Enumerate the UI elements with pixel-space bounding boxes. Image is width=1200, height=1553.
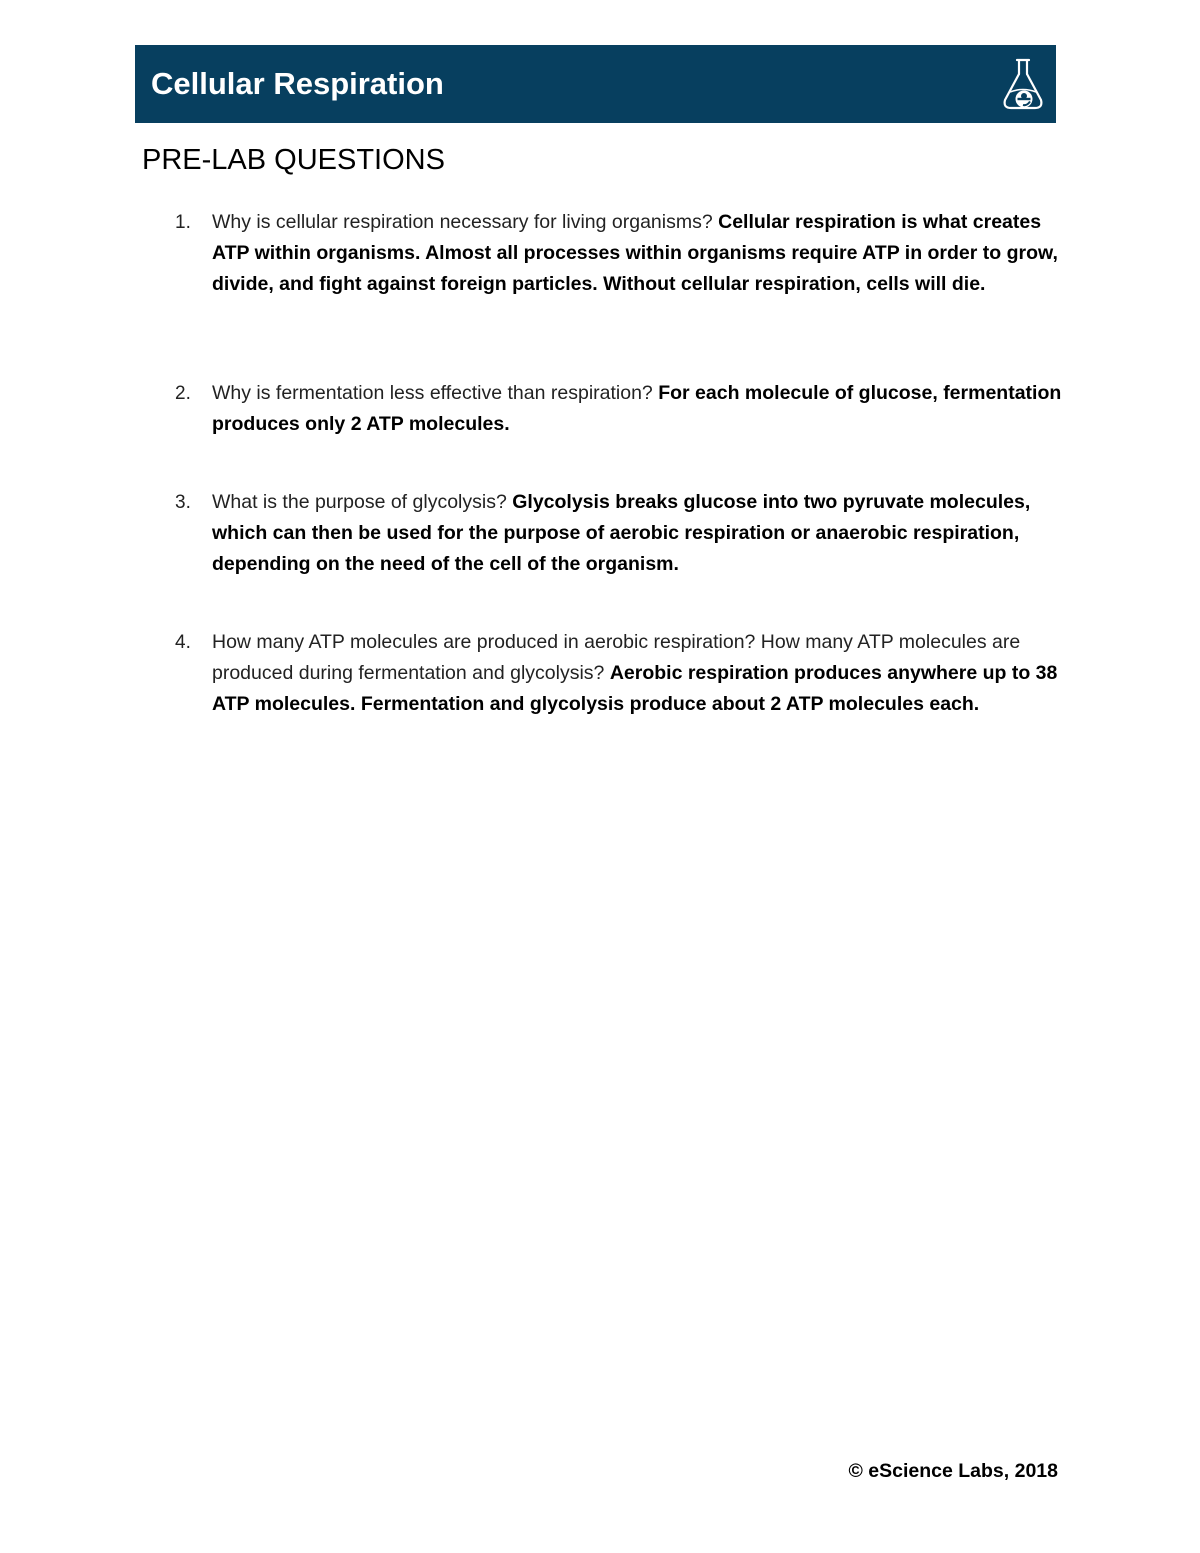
flask-e-logo-icon [1000,54,1046,114]
section-title: PRE-LAB QUESTIONS [142,144,445,176]
question-text: Why is fermentation less effective than respiration? [212,382,653,404]
question-number: 4. [175,632,191,653]
question-text-block [212,207,1062,300]
question-number: 3. [175,492,191,513]
answer-text: For each molecule of glucose, fermentation produces only 2 ATP molecules. [212,382,1062,435]
question-text: Why is cellular respiration necessary for living organisms? [212,211,713,233]
answer-text: Aerobic respiration produces anywhere up to 38 ATP molecules. Fermentation and glycolysis produce about 2 ATP molecules each. [212,662,1058,715]
question-text-block [212,627,1062,720]
question-text: How many ATP molecules are produced in aerobic respiration? How many ATP molecules are produced during fermentation and glycolysis? [212,631,1021,684]
question-text: What is the purpose of glycolysis? [212,491,507,513]
question-number: 1. [175,212,191,233]
document-title: Cellular Respiration [151,66,444,101]
answer-text: Glycolysis breaks glucose into two pyruvate molecules, which can then be used for the purpose of aerobic respiration or anaerobic respiration, depending on the need of the cell of the organism. [212,491,1031,575]
question-text-block [212,487,1062,580]
header-banner [135,45,1056,123]
answer-text: Cellular respiration is what creates ATP within organisms. Almost all processes within organisms require ATP in order to grow, divide, and fight against foreign particles. Without cellular respiration, cells will die. [212,211,1058,295]
question-number: 2. [175,383,191,404]
question-text-block [212,378,1062,440]
copyright-footer: © eScience Labs, 2018 [848,1460,1058,1482]
